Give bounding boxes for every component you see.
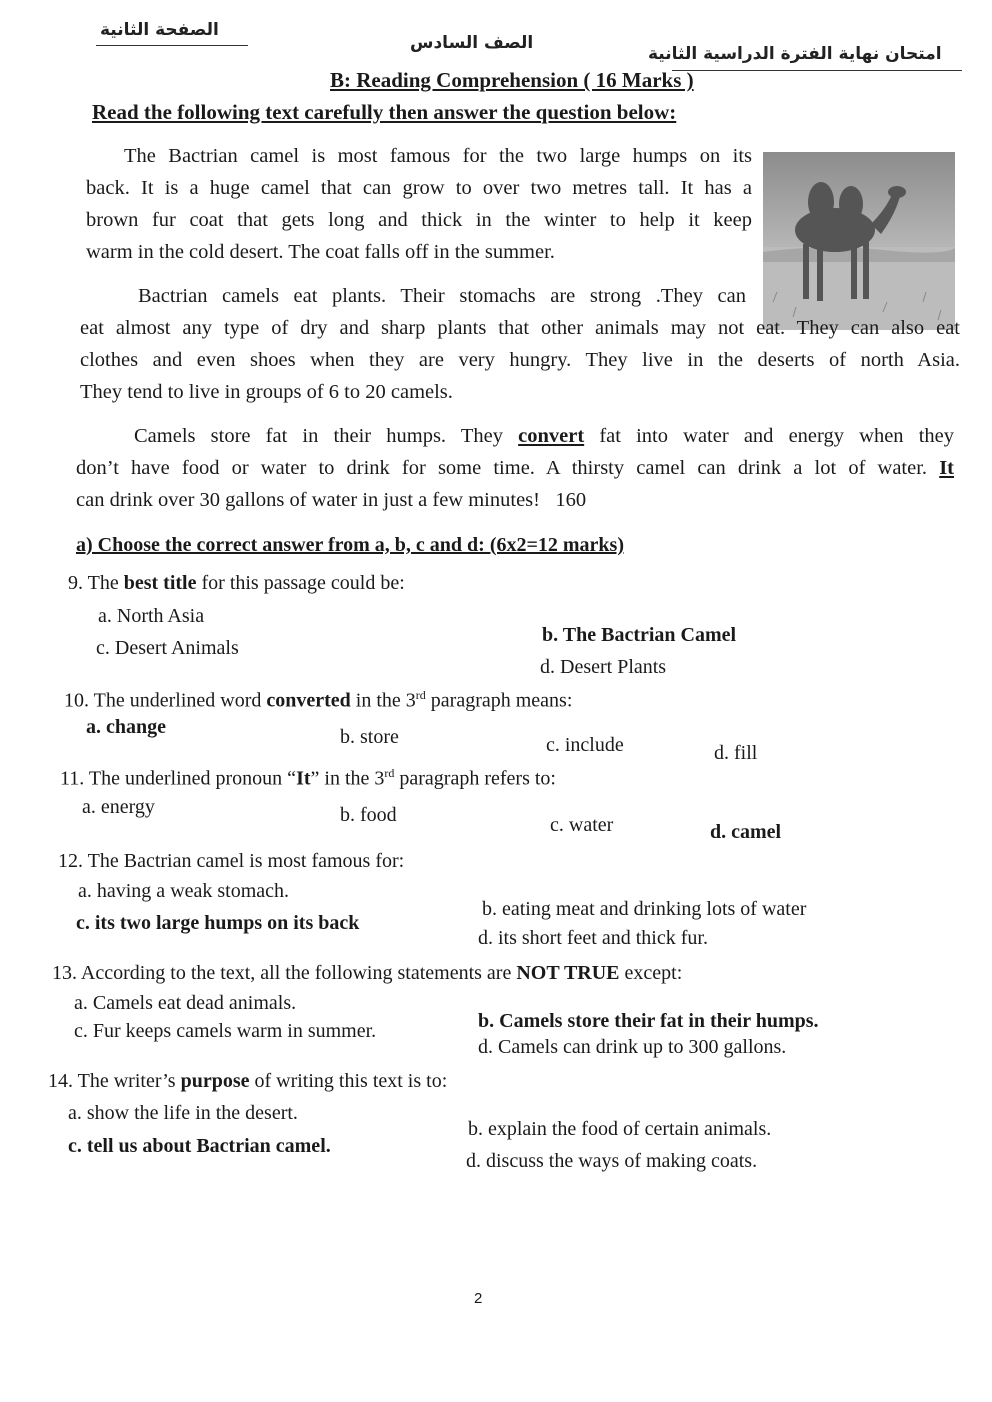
question-11-option-d: d. camel [710, 821, 782, 843]
question-10-option-b: b. store [340, 726, 399, 748]
passage-line: brown fur coat that gets long and thick in the winter to help it keep [86, 209, 752, 231]
question-10-option-d: d. fill [714, 742, 758, 764]
question-13-stem: 13. According to the text, all the following statements are NOT TRUE except: [52, 962, 683, 984]
question-9-option-b: b. The Bactrian Camel [542, 624, 737, 646]
question-12-stem: 12. The Bactrian camel is most famous for: [58, 850, 405, 872]
question-14-option-d: d. discuss the ways of making coats. [466, 1150, 758, 1172]
passage-line: back. It is a huge camel that can grow to over two metres tall. It has a [86, 177, 752, 199]
question-11-option-c: c. water [550, 814, 614, 836]
question-9-option-c: c. Desert Animals [96, 637, 239, 659]
question-13-option-a: a. Camels eat dead animals. [74, 992, 297, 1014]
question-10-option-c: c. include [546, 734, 624, 756]
underlined-word-convert: convert [518, 425, 585, 447]
passage-line: don’t have food or water to drink for some time. A thirsty camel can drink a lot of water. It [76, 457, 954, 479]
passage-line: clothes and even shoes when they are very hungry. They live in the deserts of north Asia. [80, 349, 960, 371]
passage-line: eat almost any type of dry and sharp plants that other animals may not eat. They can also eat [80, 317, 960, 339]
passage-paragraph-1 [86, 140, 752, 268]
header-grade: الصف السادس [410, 33, 534, 53]
question-11-stem: 11. The underlined pronoun “It” in the 3rd paragraph refers to: [60, 766, 556, 790]
question-9-option-a: a. North Asia [98, 605, 205, 627]
question-10-option-a: a. change [86, 716, 166, 738]
section-title: B: Reading Comprehension ( 16 Marks ) [330, 68, 694, 92]
section-instruction: Read the following text carefully then answer the question below: [92, 100, 677, 124]
question-9-option-d: d. Desert Plants [540, 656, 667, 678]
passage-line: warm in the cold desert. The coat falls off in the summer. [86, 241, 555, 263]
page-number: 2 [474, 1290, 483, 1307]
passage-line: Camels store fat in their humps. They convert fat into water and energy when they [134, 425, 954, 447]
question-11-option-a: a. energy [82, 796, 155, 818]
question-14-option-a: a. show the life in the desert. [68, 1102, 298, 1124]
question-14-option-b: b. explain the food of certain animals. [468, 1118, 772, 1140]
question-9-stem: 9. The best title for this passage could be: [68, 572, 405, 594]
question-12-option-c: c. its two large humps on its back [76, 912, 360, 934]
question-12-option-b: b. eating meat and drinking lots of water [482, 898, 807, 920]
passage-line: can drink over 30 gallons of water in just a few minutes! 160 [76, 489, 587, 511]
passage-line: Bactrian camels eat plants. Their stomachs are strong .They can [138, 285, 746, 307]
header-exam-title: امتحان نهاية الفترة الدراسية الثانية [648, 44, 942, 64]
question-14-stem: 14. The writer’s purpose of writing this text is to: [48, 1070, 448, 1092]
header-underline-right [672, 70, 962, 71]
passage-line: They tend to live in groups of 6 to 20 camels. [80, 381, 453, 403]
passage-paragraph-3 [76, 420, 954, 516]
passage-line: The Bactrian camel is most famous for the two large humps on its [124, 145, 752, 167]
question-14-option-c: c. tell us about Bactrian camel. [68, 1135, 331, 1157]
underlined-pronoun-it: It [939, 457, 954, 479]
part-a-title: a) Choose the correct answer from a, b, c and d: (6x2=12 marks) [76, 534, 624, 556]
question-11-option-b: b. food [340, 804, 397, 826]
header-page-label: الصفحة الثانية [100, 20, 219, 40]
question-12-option-a: a. having a weak stomach. [78, 880, 290, 902]
question-12-option-d: d. its short feet and thick fur. [478, 927, 708, 949]
question-13-option-c: c. Fur keeps camels warm in summer. [74, 1020, 377, 1042]
word-count: 160 [555, 489, 587, 511]
question-10-stem: 10. The underlined word converted in the 3rd paragraph means: [64, 688, 573, 712]
question-13-option-d: d. Camels can drink up to 300 gallons. [478, 1036, 787, 1058]
question-13-option-b: b. Camels store their fat in their humps. [478, 1010, 819, 1032]
header-underline-left [96, 45, 248, 46]
passage-paragraph-2 [80, 280, 960, 408]
